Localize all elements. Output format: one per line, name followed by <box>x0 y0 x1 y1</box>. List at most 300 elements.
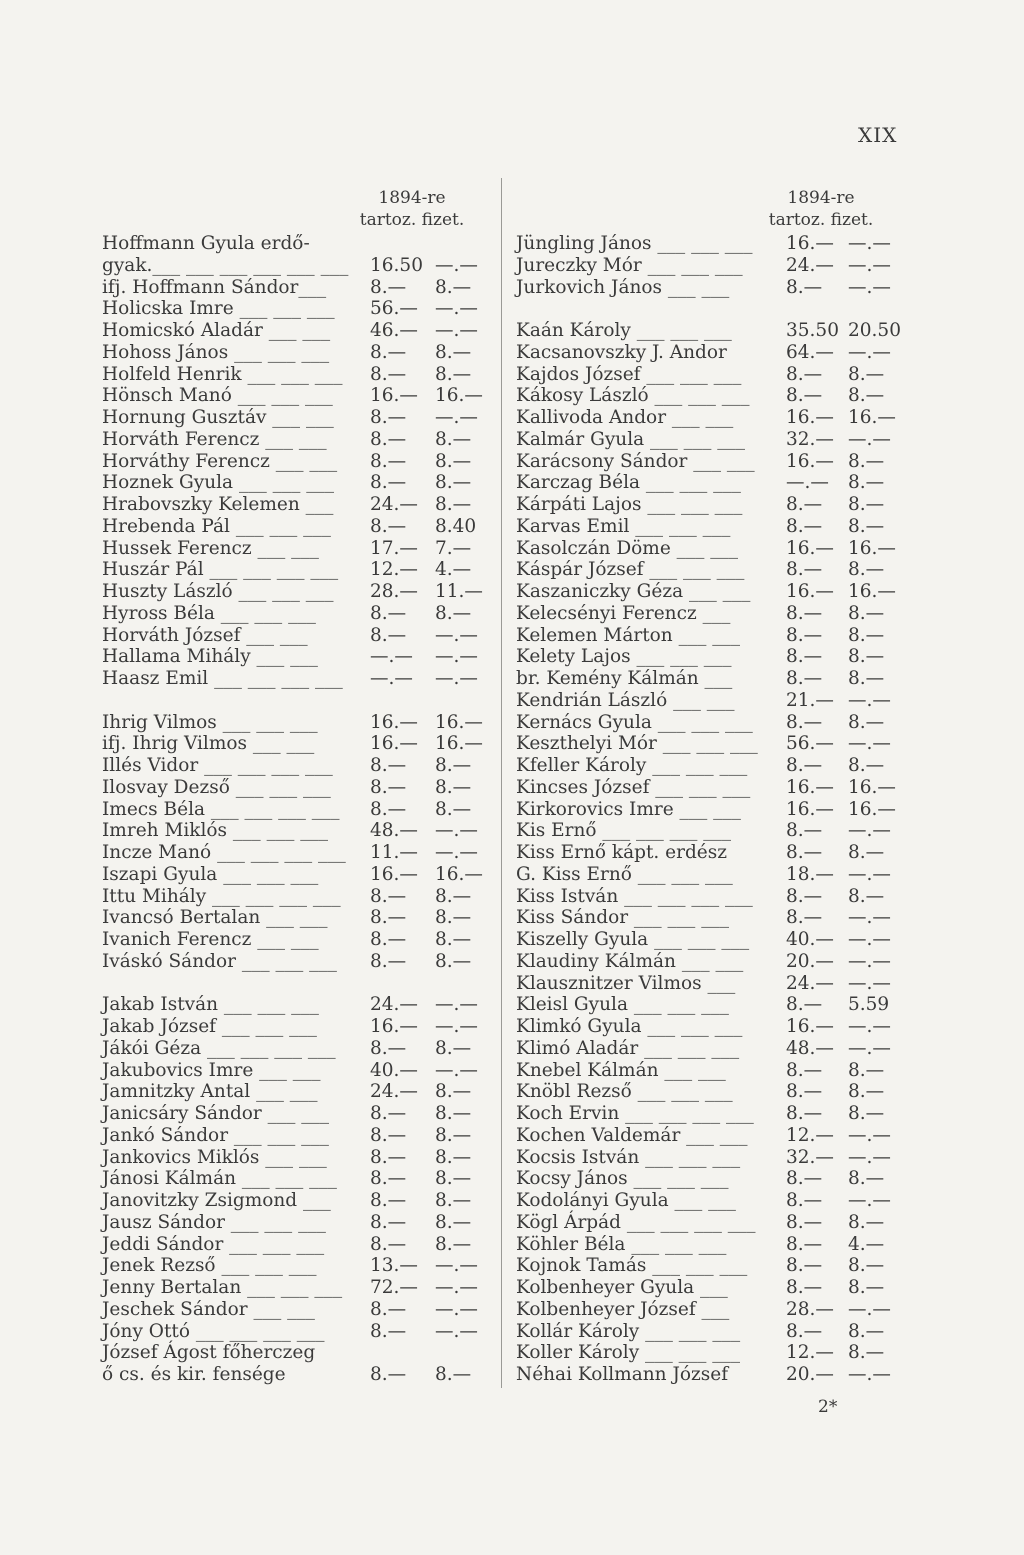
footer-signature-mark: 2* <box>818 1397 838 1417</box>
amount-owed: 8.— <box>370 1037 407 1059</box>
amount-owed: 8.— <box>370 1364 407 1385</box>
amount-owed: 8.— <box>370 1124 407 1146</box>
amount-owed: 8.— <box>786 276 823 298</box>
member-name: ő cs. és kir. fensége <box>102 1364 286 1385</box>
amount-owed: 8.— <box>786 1190 823 1211</box>
member-name: Ivanich Ferencz ___ ___ <box>102 929 319 950</box>
amount-owed: 8.— <box>370 602 407 624</box>
table-row <box>102 516 497 538</box>
amount-paid: 8.— <box>435 885 472 907</box>
amount-paid: 8.— <box>848 363 885 385</box>
left-head-year: 1894-re <box>378 188 446 208</box>
member-name: Jóny Ottó ___ ___ ___ ___ <box>102 1320 325 1342</box>
amount-owed: 20.— <box>786 950 834 972</box>
amount-owed: 8.— <box>786 1103 823 1124</box>
member-name: Kis Ernő ___ ___ ___ ___ <box>516 820 732 842</box>
member-name: Kocsis István ___ ___ ___ <box>516 1146 741 1168</box>
amount-paid: 8.— <box>435 450 472 472</box>
amount-owed: 8.— <box>786 1320 823 1342</box>
amount-paid: —.— <box>848 1364 891 1385</box>
amount-paid: 8.— <box>848 1168 885 1190</box>
member-name: Karácsony Sándor ___ ___ <box>516 450 755 472</box>
amount-paid: —.— <box>848 950 891 972</box>
amount-paid: —.— <box>848 1037 891 1059</box>
amount-owed: 24.— <box>370 1081 418 1103</box>
amount-owed: 8.— <box>370 341 407 363</box>
member-name: Jamnitzky Antal ___ ___ <box>102 1081 318 1103</box>
amount-paid: —.— <box>435 1255 478 1277</box>
member-name: Kochen Valdemár ___ ___ <box>516 1124 748 1146</box>
table-row <box>516 1103 896 1125</box>
amount-owed: 16.— <box>786 537 834 559</box>
table-row <box>516 277 896 299</box>
table-row <box>516 1364 896 1386</box>
amount-owed: 8.— <box>370 363 407 385</box>
amount-owed: 16.— <box>370 1016 418 1037</box>
amount-paid: 8.— <box>848 602 885 624</box>
member-name: Huszty László ___ ___ ___ <box>102 581 334 602</box>
member-name: Ittu Mihály ___ ___ ___ ___ <box>102 885 341 907</box>
amount-owed: 8.— <box>370 1233 407 1255</box>
amount-owed: 8.— <box>786 885 823 907</box>
member-name: Kincses József ___ ___ ___ <box>516 776 751 798</box>
member-name: Homicskó Aladár ___ ___ <box>102 320 331 341</box>
table-row <box>516 755 896 777</box>
member-name: Kolbenheyer József ___ <box>516 1298 730 1320</box>
member-name: G. Kiss Ernő ___ ___ ___ <box>516 863 733 885</box>
table-row <box>516 668 896 690</box>
amount-paid: 16.— <box>848 776 896 798</box>
member-name: Kirkorovics Imre ___ ___ <box>516 798 741 820</box>
table-row <box>516 951 896 973</box>
table-row <box>516 1299 896 1321</box>
amount-paid: 11.— <box>435 581 483 602</box>
amount-paid: —.— <box>435 820 478 842</box>
member-name: Jurkovich János ___ ___ <box>516 276 730 298</box>
amount-owed: 16.— <box>786 776 834 798</box>
amount-owed: 8.— <box>370 907 407 929</box>
amount-paid: —.— <box>848 233 891 254</box>
amount-paid: —.— <box>435 298 478 320</box>
member-name: Kajdos József ___ ___ ___ <box>516 363 742 385</box>
amount-owed: 28.— <box>370 581 418 602</box>
member-name: Kiss István ___ ___ ___ ___ <box>516 885 753 907</box>
amount-paid: 8.— <box>848 885 885 907</box>
amount-owed: 8.— <box>370 624 407 646</box>
member-name: gyak.___ ___ ___ ___ ___ ___ <box>102 254 349 276</box>
member-name: Jákói Géza ___ ___ ___ ___ <box>102 1037 336 1059</box>
member-name: Holicska Imre ___ ___ ___ <box>102 298 335 320</box>
table-row <box>102 1364 497 1386</box>
member-name: Imecs Béla ___ ___ ___ ___ <box>102 798 340 820</box>
table-row <box>102 342 497 364</box>
table-row <box>102 777 497 799</box>
table-row <box>102 973 497 995</box>
amount-owed: 48.— <box>370 820 418 842</box>
amount-paid: 8.— <box>848 472 885 494</box>
amount-owed: 8.— <box>370 450 407 472</box>
amount-paid: 8.— <box>435 276 472 298</box>
amount-owed: 8.— <box>786 363 823 385</box>
table-row <box>516 255 896 277</box>
amount-owed: 64.— <box>786 341 834 363</box>
table-row <box>516 320 901 342</box>
table-row <box>516 472 896 494</box>
table-row <box>102 559 497 581</box>
member-name: Jenek Rezső ___ ___ ___ <box>102 1255 317 1277</box>
amount-owed: 8.— <box>370 950 407 972</box>
member-name: József Ágost főherczeg <box>102 1342 316 1364</box>
amount-owed: 16.— <box>370 863 418 885</box>
amount-paid: 8.— <box>848 624 885 646</box>
amount-owed: 46.— <box>370 320 418 341</box>
member-name: Ihrig Vilmos ___ ___ ___ <box>102 711 318 733</box>
member-name: Karczag Béla ___ ___ ___ <box>516 472 741 494</box>
amount-owed: 8.— <box>786 1233 823 1255</box>
amount-paid: 8.— <box>848 842 885 863</box>
amount-paid: 16.— <box>435 863 483 885</box>
member-name: Jánosi Kálmán ___ ___ ___ <box>102 1168 337 1190</box>
amount-paid: 16.— <box>435 733 483 755</box>
table-row <box>102 799 497 821</box>
member-name: Kfeller Károly ___ ___ ___ <box>516 755 748 776</box>
table-row <box>516 559 896 581</box>
member-name: Iváskó Sándor ___ ___ ___ <box>102 950 337 972</box>
amount-paid: 16.— <box>848 581 896 602</box>
amount-owed: 16.— <box>370 711 418 733</box>
table-row <box>102 364 497 386</box>
amount-owed: 8.— <box>370 1190 407 1211</box>
table-row <box>516 712 896 734</box>
amount-owed: 8.— <box>786 711 823 733</box>
amount-owed: 8.— <box>370 407 407 428</box>
table-row <box>516 842 896 864</box>
amount-owed: —.— <box>786 472 829 494</box>
table-row <box>516 494 896 516</box>
amount-paid: —.— <box>848 972 891 994</box>
amount-owed: 8.— <box>786 624 823 646</box>
table-row <box>102 255 497 277</box>
amount-paid: 8.— <box>435 341 472 363</box>
table-row <box>516 451 896 473</box>
member-name: Hrabovszky Kelemen ___ <box>102 494 334 515</box>
amount-paid: —.— <box>435 668 478 689</box>
member-name: Jüngling János ___ ___ ___ <box>516 233 753 254</box>
amount-owed: 24.— <box>786 972 834 994</box>
table-row <box>102 842 497 864</box>
amount-paid: 16.— <box>848 798 896 820</box>
amount-paid: —.— <box>848 1190 891 1211</box>
amount-paid: —.— <box>848 929 891 950</box>
table-row <box>102 755 497 777</box>
amount-paid: —.— <box>435 407 478 428</box>
table-row <box>102 1060 497 1082</box>
table-row <box>516 1234 896 1256</box>
table-row <box>102 298 497 320</box>
table-row <box>102 1081 497 1103</box>
amount-paid: 8.— <box>435 1081 472 1103</box>
amount-paid: —.— <box>435 320 478 341</box>
amount-owed: 16.— <box>370 733 418 755</box>
member-name: Káspár József ___ ___ ___ <box>516 559 745 581</box>
table-row <box>516 233 896 255</box>
amount-owed: 8.— <box>786 1059 823 1081</box>
member-name: Kaán Károly ___ ___ ___ <box>516 320 732 341</box>
table-row <box>102 994 497 1016</box>
right-rows <box>516 233 901 1386</box>
table-row <box>102 733 497 755</box>
amount-paid: 8.— <box>848 646 885 668</box>
amount-paid: 7.— <box>435 537 472 559</box>
member-name: Hornung Gusztáv ___ ___ <box>102 407 334 428</box>
member-name: Kallivoda Andor ___ ___ <box>516 407 734 428</box>
member-name: Huszár Pál ___ ___ ___ ___ <box>102 559 339 581</box>
table-row <box>102 277 497 299</box>
member-name: Jakab István ___ ___ ___ <box>102 994 319 1016</box>
table-row <box>516 603 896 625</box>
table-row <box>102 1147 497 1169</box>
table-row <box>516 1212 896 1234</box>
right-head-cols: tartoz. fizet. <box>768 210 874 230</box>
table-row <box>102 1234 497 1256</box>
amount-paid: 8.— <box>848 450 885 472</box>
table-row <box>102 603 497 625</box>
amount-owed: 16.50 <box>370 254 423 276</box>
table-row <box>102 951 497 973</box>
member-name: Kolbenheyer Gyula ___ <box>516 1277 728 1298</box>
member-name: Jeddi Sándor ___ ___ ___ <box>102 1233 325 1255</box>
amount-owed: 32.— <box>786 1146 834 1168</box>
table-row <box>102 864 497 886</box>
table-row <box>516 1125 896 1147</box>
amount-paid: 8.— <box>435 1103 472 1124</box>
amount-owed: 28.— <box>786 1298 834 1320</box>
amount-paid: 8.— <box>435 798 472 820</box>
table-row <box>102 1321 497 1343</box>
member-name: Jureczky Mór ___ ___ ___ <box>516 254 743 276</box>
amount-owed: 16.— <box>786 581 834 602</box>
amount-owed: 8.— <box>370 1320 407 1342</box>
member-name: Hoznek Gyula ___ ___ ___ <box>102 472 334 494</box>
amount-paid: 8.— <box>435 602 472 624</box>
amount-owed: 16.— <box>786 1016 834 1037</box>
amount-owed: 48.— <box>786 1037 834 1059</box>
table-row <box>516 1277 896 1299</box>
table-row <box>516 864 896 886</box>
table-row <box>516 1081 896 1103</box>
amount-paid: 16.— <box>848 407 896 428</box>
amount-paid: —.— <box>848 1146 891 1168</box>
amount-paid: —.— <box>435 1298 478 1320</box>
member-name: Jankó Sándor ___ ___ ___ <box>102 1124 329 1146</box>
amount-owed: 24.— <box>370 994 418 1016</box>
amount-owed: 16.— <box>786 407 834 428</box>
page-number: XIX <box>858 123 898 147</box>
amount-paid: 8.— <box>435 1168 472 1190</box>
amount-paid: 16.— <box>848 537 896 559</box>
table-row <box>102 668 497 690</box>
amount-owed: 12.— <box>786 1124 834 1146</box>
table-row <box>102 494 497 516</box>
table-row <box>516 1060 896 1082</box>
amount-paid: 8.— <box>848 515 885 537</box>
amount-owed: 8.— <box>786 1081 823 1103</box>
amount-paid: 8.— <box>848 1342 885 1364</box>
amount-paid: —.— <box>848 907 891 929</box>
table-row <box>516 690 896 712</box>
amount-paid: 20.50 <box>848 320 901 341</box>
amount-paid: 8.— <box>848 385 885 407</box>
table-row <box>102 429 497 451</box>
table-row <box>516 364 896 386</box>
amount-paid: 8.— <box>848 559 885 581</box>
amount-owed: 8.— <box>786 907 823 929</box>
member-name: Kodolányi Gyula ___ ___ <box>516 1190 736 1211</box>
amount-owed: 8.— <box>786 755 823 776</box>
table-row <box>516 733 896 755</box>
table-row <box>516 1190 896 1212</box>
amount-owed: 13.— <box>370 1255 418 1277</box>
member-name: Kernács Gyula ___ ___ ___ <box>516 711 753 733</box>
member-name: Horváth Ferencz ___ ___ <box>102 428 327 450</box>
member-name: Jakubovics Imre ___ ___ <box>102 1059 321 1081</box>
table-row <box>516 799 896 821</box>
amount-paid: —.— <box>435 1059 478 1081</box>
member-name: Klausznitzer Vilmos ___ <box>516 972 736 994</box>
amount-paid: 8.— <box>848 1081 885 1103</box>
amount-paid: 8.40 <box>435 515 477 537</box>
table-row <box>516 907 896 929</box>
table-row <box>102 690 497 712</box>
amount-paid: —.— <box>435 254 478 276</box>
member-name: Koller Károly ___ ___ ___ <box>516 1342 741 1364</box>
amount-owed: 16.— <box>786 798 834 820</box>
amount-paid: —.— <box>435 1277 478 1298</box>
table-row <box>102 320 497 342</box>
amount-paid: 8.— <box>435 1124 472 1146</box>
amount-paid: 8.— <box>435 1364 472 1385</box>
member-name: Néhai Kollmann József <box>516 1364 729 1385</box>
amount-owed: 8.— <box>786 602 823 624</box>
amount-owed: 8.— <box>370 776 407 798</box>
table-row <box>102 472 497 494</box>
table-row <box>102 1299 497 1321</box>
member-name: Kögl Árpád ___ ___ ___ ___ <box>516 1211 756 1233</box>
amount-owed: 8.— <box>370 276 407 298</box>
amount-paid: —.— <box>435 1320 478 1342</box>
column-divider <box>501 178 502 1388</box>
table-row <box>516 929 896 951</box>
table-row <box>516 886 896 908</box>
member-name: Ivancsó Bertalan ___ ___ <box>102 907 328 929</box>
amount-owed: 72.— <box>370 1277 418 1298</box>
table-row <box>516 516 896 538</box>
table-row <box>516 994 896 1016</box>
table-row <box>102 1103 497 1125</box>
member-name: Jakab József ___ ___ ___ <box>102 1016 317 1037</box>
member-name: Kollár Károly ___ ___ ___ <box>516 1320 741 1342</box>
amount-paid: 8.— <box>435 1233 472 1255</box>
amount-paid: 5.59 <box>848 994 890 1016</box>
table-row <box>516 1168 896 1190</box>
amount-paid: —.— <box>435 994 478 1016</box>
member-name: Iszapi Gyula ___ ___ ___ <box>102 863 319 885</box>
table-row <box>516 581 896 603</box>
amount-owed: 8.— <box>786 646 823 668</box>
table-row <box>102 929 497 951</box>
amount-paid: —.— <box>848 1016 891 1037</box>
amount-paid: —.— <box>848 1124 891 1146</box>
amount-owed: 16.— <box>786 233 834 254</box>
table-row <box>102 1190 497 1212</box>
member-name: Kelemen Márton ___ ___ <box>516 624 740 646</box>
amount-paid: 8.— <box>435 776 472 798</box>
member-name: Kendrián László ___ ___ <box>516 689 735 711</box>
right-head-year: 1894-re <box>787 188 855 208</box>
member-name: Kaszaniczky Géza ___ ___ <box>516 581 751 602</box>
amount-paid: —.— <box>848 863 891 885</box>
member-name: Hyross Béla ___ ___ ___ <box>102 602 316 624</box>
amount-owed: —.— <box>370 668 413 689</box>
amount-owed: 8.— <box>786 494 823 515</box>
member-name: Köhler Béla ___ ___ ___ <box>516 1233 727 1255</box>
member-name: Hussek Ferencz ___ ___ <box>102 537 319 559</box>
amount-paid: —.— <box>848 276 891 298</box>
member-name: Knebel Kálmán ___ ___ <box>516 1059 726 1081</box>
table-row <box>516 1147 896 1169</box>
amount-owed: 18.— <box>786 863 834 885</box>
amount-owed: 8.— <box>786 820 823 842</box>
member-name: Kelety Lajos ___ ___ ___ <box>516 646 732 668</box>
table-row <box>516 538 896 560</box>
member-name: Illés Vidor ___ ___ ___ ___ <box>102 755 333 776</box>
member-name: Ilosvay Dezső ___ ___ ___ <box>102 776 331 798</box>
table-row <box>516 1342 896 1364</box>
left-rows <box>102 233 497 1386</box>
table-row <box>516 777 896 799</box>
amount-paid: 8.— <box>435 363 472 385</box>
amount-owed: 11.— <box>370 842 418 863</box>
table-row <box>516 820 896 842</box>
member-name: Hrebenda Pál ___ ___ ___ <box>102 515 331 537</box>
member-name: Jeschek Sándor ___ ___ <box>102 1298 315 1320</box>
member-name: Kiss Sándor ___ ___ ___ <box>516 907 729 929</box>
amount-paid: 8.— <box>848 1059 885 1081</box>
table-row <box>102 581 497 603</box>
amount-owed: 8.— <box>786 1168 823 1190</box>
member-name: Imreh Miklós ___ ___ ___ <box>102 820 328 842</box>
table-row <box>516 646 896 668</box>
table-row <box>102 1168 497 1190</box>
amount-paid: 8.— <box>435 472 472 494</box>
amount-paid: —.— <box>848 341 891 363</box>
amount-paid: 8.— <box>435 929 472 950</box>
table-row <box>102 1277 497 1299</box>
amount-paid: 8.— <box>435 1037 472 1059</box>
left-head-cols: tartoz. fizet. <box>359 210 465 230</box>
member-name: Knöbl Rezső ___ ___ ___ <box>516 1081 733 1103</box>
amount-owed: 8.— <box>786 559 823 581</box>
amount-owed: 24.— <box>370 494 418 515</box>
amount-paid: 8.— <box>435 1211 472 1233</box>
table-row <box>516 1321 896 1343</box>
member-name: Kalmár Gyula ___ ___ ___ <box>516 428 746 450</box>
member-name: Kojnok Tamás ___ ___ ___ <box>516 1255 748 1277</box>
amount-owed: 8.— <box>370 885 407 907</box>
member-name: Koch Ervin ___ ___ ___ ___ <box>516 1103 754 1124</box>
amount-owed: 8.— <box>786 668 823 689</box>
amount-paid: 8.— <box>848 668 885 689</box>
